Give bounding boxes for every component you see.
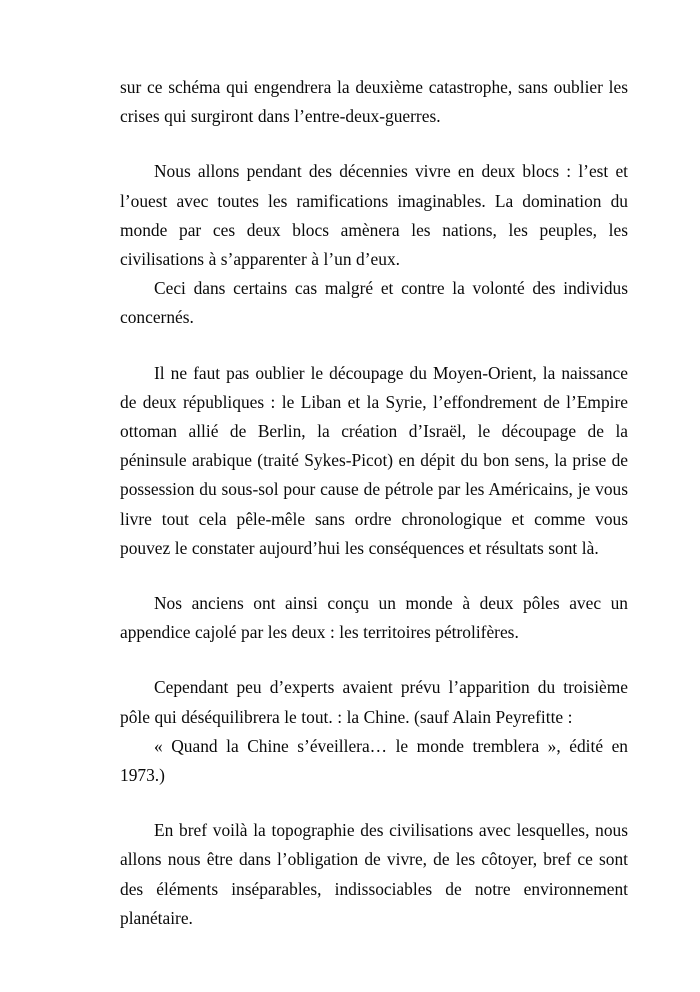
paragraph-ceci-dans: Ceci dans certains cas malgré et contre la volonté des individus concernés. (120, 278, 628, 328)
paragraph-en-bref: En bref voilà la topographie des civilisations avec lesquelles, nous allons nous être dans l’obligation de vivre, de les côtoyer, bref ce sont des éléments inséparables, indissociables de notre environnement planétaire. (120, 820, 628, 928)
paragraph-continuation: sur ce schéma qui engendrera la deuxième catastrophe, sans oublier les crises qui surgiront dans l’entre-deux-guerres. (120, 77, 628, 127)
paragraph-nos-anciens: Nos anciens ont ainsi conçu un monde à deux pôles avec un appendice cajolé par les deux : les territoires pétrolifères. (120, 593, 628, 643)
paragraph-quote-peyrefitte: « Quand la Chine s’éveillera… le monde tremblera », édité en 1973.) (120, 735, 628, 786)
paragraph-troisieme-pole: Cependant peu d’experts avaient prévu l’apparition du troisième pôle qui déséquilibrera le tout. : la Chine. (sauf Alain Peyrefitte : (120, 677, 628, 727)
body-text-column (120, 73, 628, 933)
paragraph-two-blocs: Nous allons pendant des décennies vivre en deux blocs : l’est et l’ouest avec toutes les ramifications imaginables. La domination du monde par ces deux blocs amènera les nations, les peuples, les civilisations à s’apparenter à l’un d’eux. (120, 161, 628, 270)
paragraph-moyen-orient: Il ne faut pas oublier le découpage du Moyen-Orient, la naissance de deux républiques : le Liban et la Syrie, l’effondrement de l’Empire ottoman allié de Berlin, la création d’Israël, le découpage de la péninsule arabique (traité Sykes-Picot) en dépit du bon sens, la prise de possession du sous-sol pour cause de pétrole par les Américains, je vous livre tout cela pêle-mêle sans ordre chronologique et comme vous pouvez le constater aujourd’hui les conséquences et résultats sont là. (120, 362, 628, 558)
